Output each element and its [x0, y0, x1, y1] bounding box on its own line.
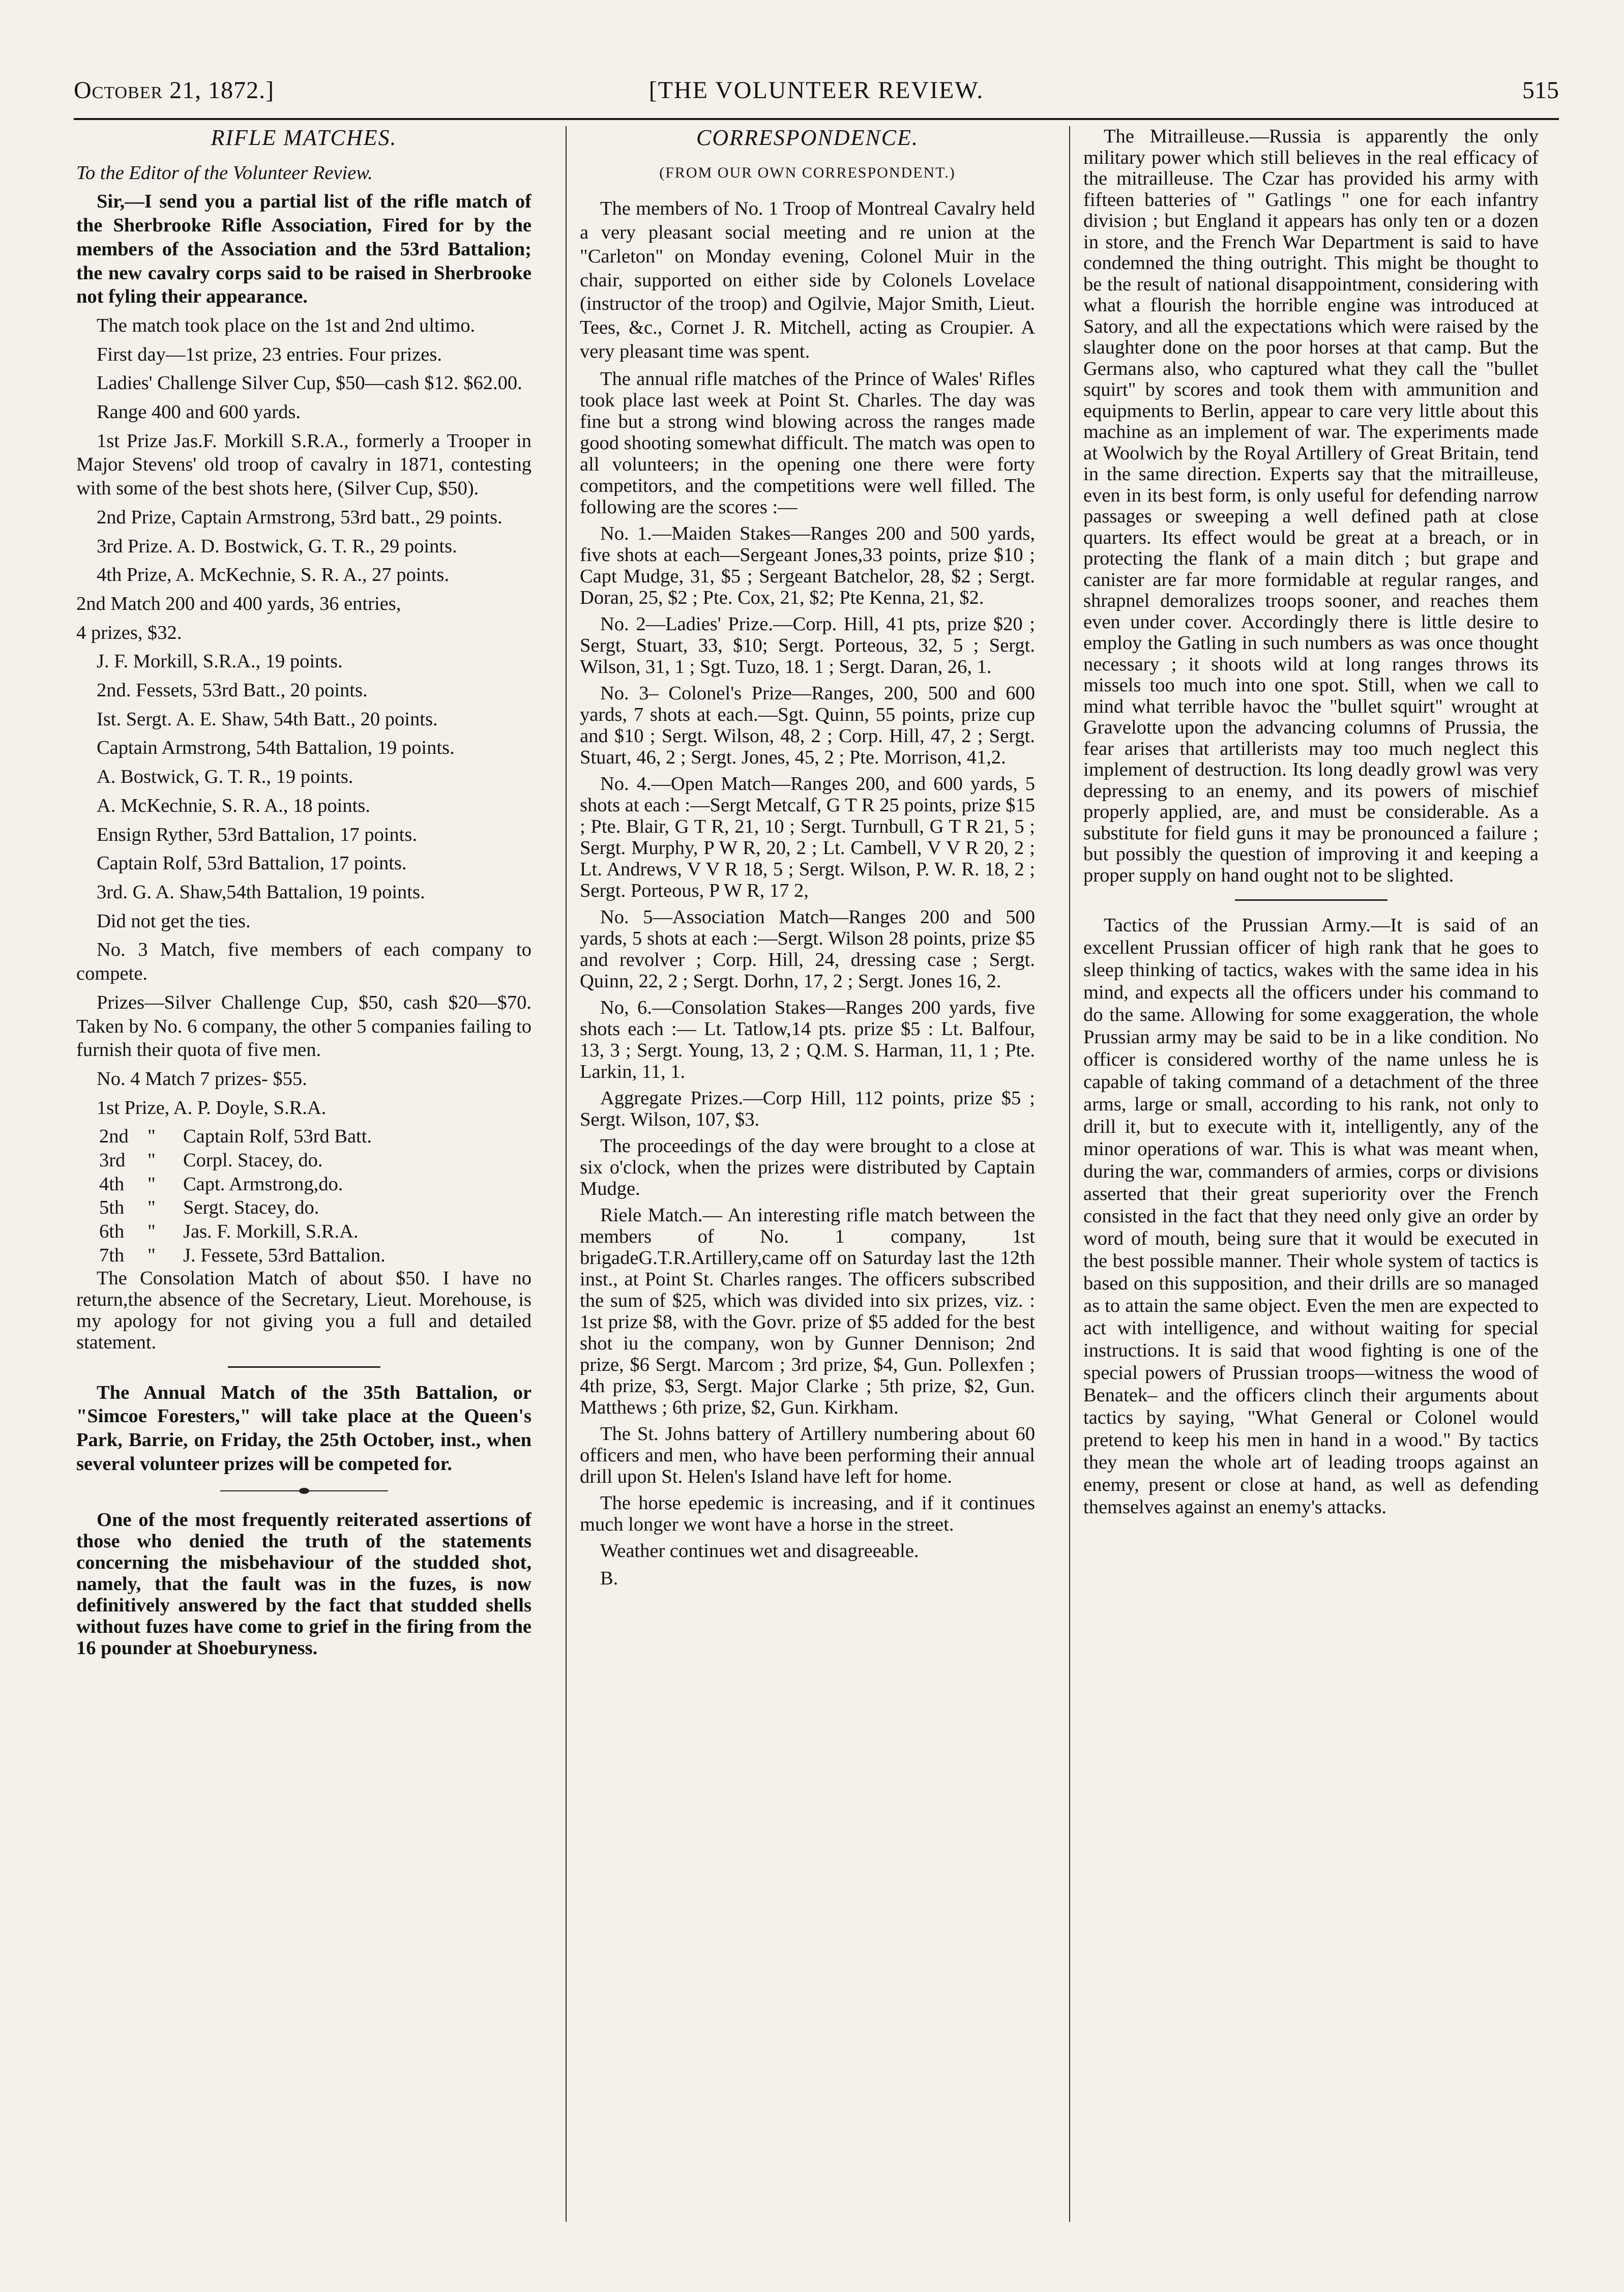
- paragraph: The annual rifle matches of the Prince of Wales' Rifles took place last week at Point St. Charles. The day was fine but a strong wind blowing across the ranges made good shooting somewhat difficult. The match was open to all volunteers; in the opening one there were forty competitors, and the competitions were well filled. The following are the scores :—: [580, 368, 1035, 518]
- paragraph: One of the most frequently reiterated assertions of those who denied the truth of the statements concerning the misbehaviour of the studded shot, namely, that the fault was in the fuzes, is now definitively answered by the fact that studded shells without fuzes have come to grief in the firing from the 16 pounder at Shoeburyness.: [76, 1509, 532, 1659]
- header-page-number: 515: [1522, 77, 1559, 104]
- paragraph: 2nd Match 200 and 400 yards, 36 entries,: [76, 593, 401, 614]
- column-divider: [566, 126, 567, 2222]
- paragraph: No. 5—Association Match—Ranges 200 and 500 yards, 5 shots at each :—Sergt. Wilson 28 points, prize $5 and revolver ; Corp. Hill, 24, dressing case ; Sergt. Quinn, 22, 2 ; Sergt. Dorhn, 17, 2 ; Sergt. Jones 16, 2.: [580, 906, 1035, 992]
- paragraph: 1st Prize, A. P. Doyle, S.R.A.: [97, 1097, 327, 1119]
- paragraph: First day—1st prize, 23 entries. Four prizes.: [97, 343, 442, 365]
- paragraph: A. McKechnie, S. R. A., 18 points.: [97, 795, 370, 816]
- paragraph: The St. Johns battery of Artillery numbering about 60 officers and men, who have been performing their annual drill upon St. Helen's Island have left for home.: [580, 1423, 1035, 1488]
- letter-address: To the Editor of the Volunteer Review.: [76, 162, 373, 184]
- paragraph: Ensign Ryther, 53rd Battalion, 17 points.: [97, 824, 417, 845]
- paragraph: The proceedings of the day were brought to a close at six o'clock, when the prizes were distributed by Captain Mudge.: [580, 1135, 1035, 1200]
- paragraph: No. 4.—Open Match—Ranges 200, and 600 yards, 5 shots at each :—Sergt Metcalf, G T R 25 points, prize $15 ; Pte. Blair, G T R, 21, 10 ; Sergt. Turnbull, G T R 21, 5 ; Sergt. Murphy, P W R, 20, 2 ; Lt. Cambell, V V R 20, 2 ; Lt. Andrews, V V R 18, 5 ; Sergt. Wilson, P. W. R. 18, 2 ; Sergt. Porteous, P W R, 17 2,: [580, 773, 1035, 902]
- paragraph: The Consolation Match of about $50. I have no return,the absence of the Secretary, Lieut. Morehouse, is my apology for not giving you a full and detailed statement.: [76, 1267, 532, 1353]
- header-date: October 21, 1872.]: [74, 77, 275, 104]
- header-rule: [74, 118, 1559, 120]
- letter-intro: Sir,—I send you a partial list of the rifle match of the Sherbrooke Rifle Association, Fired for by the members of the Association and the 53rd Battalion; the new cavalry corps said to be raised in Sherbrooke not fyling their appearance.: [76, 191, 532, 308]
- section-divider: [1235, 899, 1387, 901]
- paragraph: 4th Prize, A. McKechnie, S. R. A., 27 points.: [97, 564, 449, 586]
- paragraph: J. F. Morkill, S.R.A., 19 points.: [97, 651, 343, 672]
- paragraph: 4 prizes, $32.: [76, 622, 182, 643]
- signature: B.: [600, 1568, 618, 1590]
- list-item: 3rd " Corpl. Stacey, do.: [99, 1150, 323, 1171]
- paragraph: Captain Rolf, 53rd Battalion, 17 points.: [97, 853, 407, 874]
- paragraph-mitrailleuse: The Mitrailleuse.—Russia is apparently the only military power which still believes in the real efficacy of the mitrailleuse. The Czar has provided his army with fifteen batteries of " Gatlings " one for each infantry division ; but England it appears has only ten or a dozen in store, and the French War Department is said to have condemned the thing outright. This might be thought to be the result of national disappointment, considering with what a flourish the horrible engine was introduced at Satory, and all the expectations which were raised by the slaughter done on the poor horses at that camp. But the Germans also, who captured what they call the "bullet squirt" by scores and took them with ammunition and equipments to Berlin, appear to care very little about this machine as an implement of war. The experiments made at Woolwich by the Royal Artillery of Great Britain, tend in the same direction. Experts say that the mitrailleuse, even in its best form, is only useful for defending narrow passages or sweeping a well defined path at close quarters. Its effect would be great at a breach, or in protecting the flank of a main ditch ; but grape and canister are far more formidable at regular ranges, and shrapnel demoralizes troops sooner, and reaches them even under cover. Accordingly there is little desire to employ the Gatling in such numbers as was once thought necessary ; it shoots wild at long ranges throws its missels too much into one spot. Still, when we call to mind what terrible havoc the "bullet squirt" wrought at Gravelotte upon the advancing columns of Prussia, the fear arises that artillerists may too much neglect this implement of destruction. Its long deadly growl was very depressing to an enemy, and its powers of mischief properly applied, are, and must be considerable. As a substitute for field guns it may be pronounced a failure ; but possibly the question of improving it and keeping a proper supply on hand ought not to be slighted.: [1083, 126, 1539, 886]
- paragraph: No. 3– Colonel's Prize—Ranges, 200, 500 and 600 yards, 7 shots at each.—Sgt. Quinn, 55 points, prize cup and $10 ; Sergt. Wilson, 48, 2 ; Corp. Hill, 47, 2 ; Sergt. Stuart, 46, 2 ; Sergt. Jones, 45, 2 ; Pte. Morrison, 41,2.: [580, 683, 1035, 769]
- paragraph: 2nd Prize, Captain Armstrong, 53rd batt., 29 points.: [97, 506, 503, 528]
- section-heading: CORRESPONDENCE.: [696, 126, 919, 150]
- paragraph: The horse epedemic is increasing, and if it continues much longer we wont have a horse in the street.: [580, 1492, 1035, 1536]
- paragraph: Prizes—Silver Challenge Cup, $50, cash $20—$70. Taken by No. 6 company, the other 5 companies failing to furnish their quota of five men.: [76, 991, 532, 1061]
- paragraph: No. 4 Match 7 prizes- $55.: [97, 1068, 307, 1090]
- paragraph: The members of No. 1 Troop of Montreal Cavalry held a very pleasant social meeting and re union at the "Carleton" on Monday evening, Colonel Muir in the chair, supported on either side by Colonels Lovelace (instructor of the troop) and Ogilvie, Major Smith, Lieut. Tees, &c., Cornet J. R. Mitchell, acting as Croupier. A very pleasant time was spent.: [580, 198, 1035, 362]
- list-item: 5th " Sergt. Stacey, do.: [99, 1197, 319, 1219]
- paragraph: 3rd. G. A. Shaw,54th Battalion, 19 points.: [97, 881, 425, 903]
- column-divider: [1069, 126, 1070, 2222]
- list-item: 6th " Jas. F. Morkill, S.R.A.: [99, 1221, 359, 1243]
- paragraph: Ist. Sergt. A. E. Shaw, 54th Batt., 20 points.: [97, 708, 438, 730]
- paragraph: 3rd Prize. A. D. Bostwick, G. T. R., 29 points.: [97, 535, 457, 557]
- paragraph: 1st Prize Jas.F. Morkill S.R.A., formerly a Trooper in Major Stevens' old troop of cavalry in 1871, contesting with some of the best shots here, (Silver Cup, $50).: [76, 430, 532, 499]
- list-item: 2nd " Captain Rolf, 53rd Batt.: [99, 1126, 372, 1148]
- page-header: [74, 76, 1559, 117]
- paragraph: Did not get the ties.: [97, 910, 251, 932]
- column-rifle-matches: [76, 126, 532, 2237]
- section-subheading: (FROM OUR OWN CORRESPONDENT.): [659, 164, 956, 181]
- paragraph: Ladies' Challenge Silver Cup, $50—cash $12. $62.00.: [97, 372, 522, 394]
- paragraph: A. Bostwick, G. T. R., 19 points.: [97, 766, 353, 788]
- column-correspondence: [580, 126, 1035, 2237]
- paragraph: Weather continues wet and disagreeable.: [600, 1540, 919, 1562]
- paragraph: 2nd. Fessets, 53rd Batt., 20 points.: [97, 680, 368, 701]
- paragraph: No, 6.—Consolation Stakes—Ranges 200 yards, five shots each :— Lt. Tatlow,14 pts. prize $5 : Lt. Balfour, 13, 3 ; Sergt. Young, 13, 2 ; Q.M. S. Harman, 11, 1 ; Pte. Larkin, 11, 1.: [580, 997, 1035, 1083]
- paragraph: The match took place on the 1st and 2nd ultimo.: [97, 314, 476, 336]
- header-title: [THE VOLUNTEER REVIEW.: [648, 77, 984, 104]
- section-divider: [228, 1366, 380, 1368]
- column-articles: [1083, 126, 1539, 2237]
- list-item: 7th " J. Fessete, 53rd Battalion.: [99, 1244, 386, 1266]
- paragraph: No. 2—Ladies' Prize.—Corp. Hill, 41 pts, prize $20 ; Sergt, Stuart, 33, $10; Sergt. Porteous, 32, 5 ; Sergt. Wilson, 31, 1 ; Sgt. Tuzo, 18. 1 ; Sergt. Daran, 26, 1.: [580, 613, 1035, 678]
- paragraph: The Annual Match of the 35th Battalion, or "Simcoe Foresters," will take place at the Queen's Park, Barrie, on Friday, the 25th October, inst., when several volunteer prizes will be competed for.: [76, 1382, 532, 1475]
- paragraph: No. 3 Match, five members of each company to compete.: [76, 939, 532, 985]
- paragraph: Captain Armstrong, 54th Battalion, 19 points.: [97, 737, 455, 759]
- paragraph: Riele Match.— An interesting rifle match between the members of No. 1 company, 1st brigadeG.T.R.Artillery,came off on Saturday last the 12th inst., at Point St. Charles ranges. The officers subscribed the sum of $25, which was divided into six prizes, viz. : 1st prize $8, with the Govr. prize of $5 added for the best shot iu the company, won by Gunner Dennison; 2nd prize, $6 Sergt. Marcom ; 3rd prize, $4, Gun. Pollexfen ; 4th prize, $3, Sergt. Major Clarke ; 5th prize, $2, Gun. Matthews ; 6th prize, $2, Gun. Kirkham.: [580, 1204, 1035, 1419]
- paragraph: Aggregate Prizes.—Corp Hill, 112 points, prize $5 ; Sergt. Wilson, 107, $3.: [580, 1088, 1035, 1131]
- ornament-divider: [220, 1488, 388, 1494]
- paragraph: No. 1.—Maiden Stakes—Ranges 200 and 500 yards, five shots at each—Sergeant Jones,33 points, prize $10 ; Capt Mudge, 31, $5 ; Sergeant Batchelor, 28, $2 ; Sergt. Doran, 25, $2 ; Pte. Cox, 21, $2; Pte Kenna, 21, $2.: [580, 523, 1035, 609]
- section-heading: RIFLE MATCHES.: [211, 126, 397, 150]
- paragraph-tactics: Tactics of the Prussian Army.—It is said of an excellent Prussian officer of high rank that he goes to sleep thinking of tactics, wakes with the same idea in his mind, and expects all the officers under his command to do the same. Allowing for some exaggeration, the whole Prussian army may be said to be in a like condition. No officer is considered worthy of the name unless he is capable of taking command of a detachment of the three arms, large or small, according to his rank, not only to drill it, but to execute with it, intelligently, any of the minor operations of war. This is what was meant when, during the war, commanders of armies, corps or divisions asserted that their great superiority over the French consisted in the fact that they need only give an order by word of mouth, being sure that it would be executed in the best possible manner. Their whole system of tactics is based on this supposition, and their drills are so managed as to attain the same object. Even the men are expected to act with intelligence, and without waiting for special instructions. It is said that wood fighting is one of the special powers of Prussian troops—witness the wood of Benatek– and the officers clinch their arguments about tactics by saying, "What General or Colonel would pretend to keep his men in hand in a wood." By tactics they mean the whole art of leading troops against an enemy, present or close at hand, as well as defending themselves against an enemy's attacks.: [1083, 915, 1539, 1518]
- paragraph: Range 400 and 600 yards.: [97, 401, 301, 423]
- list-item: 4th " Capt. Armstrong,do.: [99, 1173, 343, 1195]
- prize-list: [76, 1125, 532, 1267]
